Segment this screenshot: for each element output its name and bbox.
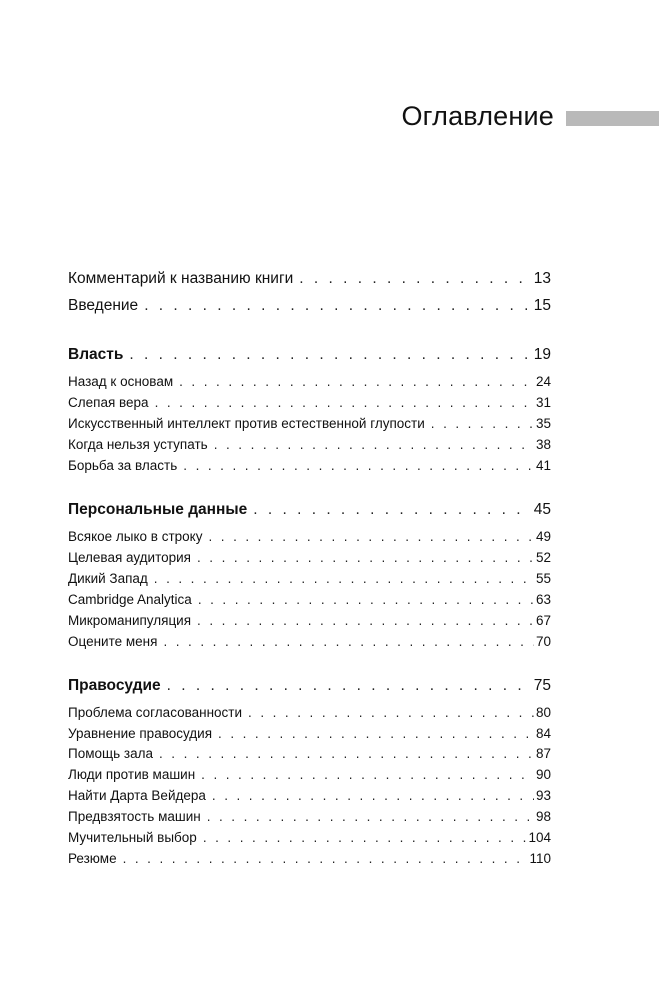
leader-dots xyxy=(144,297,532,315)
toc-entry[interactable] xyxy=(68,788,551,803)
leader-dots xyxy=(155,395,534,410)
leader-dots xyxy=(201,767,534,782)
leader-dots xyxy=(208,529,534,544)
toc-entry[interactable] xyxy=(68,550,551,565)
toc-part-2[interactable] xyxy=(68,501,551,519)
toc-entry-page: 55 xyxy=(535,571,551,586)
toc-entry-front-1[interactable] xyxy=(68,270,551,288)
toc-entry[interactable] xyxy=(68,851,551,866)
leader-dots xyxy=(159,746,534,761)
leader-dots xyxy=(197,550,534,565)
leader-dots xyxy=(248,705,534,720)
leader-dots xyxy=(183,458,534,473)
toc-entry[interactable] xyxy=(68,458,551,473)
toc-entry-page: 15 xyxy=(533,297,551,314)
toc-entry-page: 41 xyxy=(535,458,551,473)
toc-entry-page: 104 xyxy=(528,830,551,845)
toc-entry-label: Искусственный интеллект против естественной глупости xyxy=(68,416,425,431)
leader-dots xyxy=(431,416,534,431)
toc-entry-label: Мучительный выбор xyxy=(68,830,197,845)
leader-dots xyxy=(123,851,528,866)
leader-dots xyxy=(253,501,532,519)
toc-entry[interactable] xyxy=(68,592,551,607)
leader-dots xyxy=(129,346,531,364)
toc-entry-page: 31 xyxy=(535,395,551,410)
toc-entry-front-2[interactable] xyxy=(68,297,551,315)
toc-entry[interactable] xyxy=(68,571,551,586)
toc-entry-label: Микроманипуляция xyxy=(68,613,192,628)
toc-entry-label: Предвзятость машин xyxy=(68,809,201,824)
toc-entry[interactable] xyxy=(68,613,551,628)
toc-entry-label: Борьба за власть xyxy=(68,458,178,473)
toc-entry-label: Когда нельзя уступать xyxy=(68,437,208,452)
toc-part-1[interactable] xyxy=(68,346,551,364)
toc-entry-label: Комментарий к названию книги xyxy=(68,270,294,287)
toc-entry[interactable] xyxy=(68,634,551,649)
leader-dots xyxy=(207,809,534,824)
leader-dots xyxy=(163,634,534,649)
toc-entry-page: 70 xyxy=(535,634,551,649)
leader-dots xyxy=(203,830,527,845)
toc-entry-label: Слепая вера xyxy=(68,395,149,410)
toc-part-page: 19 xyxy=(533,346,551,363)
toc-entry-page: 98 xyxy=(535,809,551,824)
toc-entry[interactable] xyxy=(68,437,551,452)
toc-entry-page: 24 xyxy=(535,374,551,389)
toc-entry-page: 110 xyxy=(529,851,551,866)
toc-entry[interactable] xyxy=(68,746,551,761)
toc-entry[interactable] xyxy=(68,809,551,824)
toc-entry-page: 13 xyxy=(533,270,551,287)
toc-entry[interactable] xyxy=(68,726,551,741)
toc-entry-label: Люди против машин xyxy=(68,767,196,782)
toc-entry-label: Резюме xyxy=(68,851,117,866)
toc-part-label: Власть xyxy=(68,346,124,363)
leader-dots xyxy=(212,788,534,803)
toc-entry-page: 38 xyxy=(535,437,551,452)
leader-dots xyxy=(198,592,534,607)
toc-entry[interactable] xyxy=(68,529,551,544)
toc-entry-label: Введение xyxy=(68,297,139,314)
toc-entry-page: 49 xyxy=(535,529,551,544)
leader-dots xyxy=(218,726,534,741)
toc-entry-page: 84 xyxy=(535,726,551,741)
toc-entry-label: Целевая аудитория xyxy=(68,550,191,565)
toc-entry-page: 52 xyxy=(535,550,551,565)
toc-entry[interactable] xyxy=(68,830,551,845)
toc-entry-page: 93 xyxy=(535,788,551,803)
page-title: Оглавление xyxy=(401,101,554,131)
toc-entry[interactable] xyxy=(68,767,551,782)
toc-entry-page: 63 xyxy=(535,592,551,607)
toc-entry[interactable] xyxy=(68,374,551,389)
toc-entry-label: Cambridge Analytica xyxy=(68,592,192,607)
toc-part-page: 45 xyxy=(533,501,551,518)
leader-dots xyxy=(167,677,532,695)
toc-entry-label: Оцените меня xyxy=(68,634,158,649)
toc-entry-page: 87 xyxy=(535,746,551,761)
toc-entry-label: Назад к основам xyxy=(68,374,174,389)
leader-dots xyxy=(299,270,531,288)
leader-dots xyxy=(214,437,534,452)
toc-entry-label: Проблема согласованности xyxy=(68,705,243,720)
leader-dots xyxy=(179,374,534,389)
toc-entry[interactable] xyxy=(68,705,551,720)
toc-entry[interactable] xyxy=(68,416,551,431)
title-accent-bar xyxy=(566,111,659,126)
toc-entry-label: Найти Дарта Вейдера xyxy=(68,788,206,803)
toc-entry[interactable] xyxy=(68,395,551,410)
toc-part-3[interactable] xyxy=(68,677,551,695)
toc-entry-page: 80 xyxy=(535,705,551,720)
toc-entry-page: 35 xyxy=(535,416,551,431)
toc-part-page: 75 xyxy=(533,677,551,694)
toc-part-label: Персональные данные xyxy=(68,501,248,518)
toc-entry-page: 67 xyxy=(535,613,551,628)
toc-entry-label: Помощь зала xyxy=(68,746,153,761)
toc-entry-label: Уравнение правосудия xyxy=(68,726,213,741)
table-of-contents xyxy=(68,0,551,1000)
toc-part-label: Правосудие xyxy=(68,677,161,694)
leader-dots xyxy=(197,613,534,628)
toc-entry-page: 90 xyxy=(535,767,551,782)
toc-entry-label: Всякое лыко в строку xyxy=(68,529,203,544)
toc-entry-label: Дикий Запад xyxy=(68,571,148,586)
leader-dots xyxy=(154,571,534,586)
